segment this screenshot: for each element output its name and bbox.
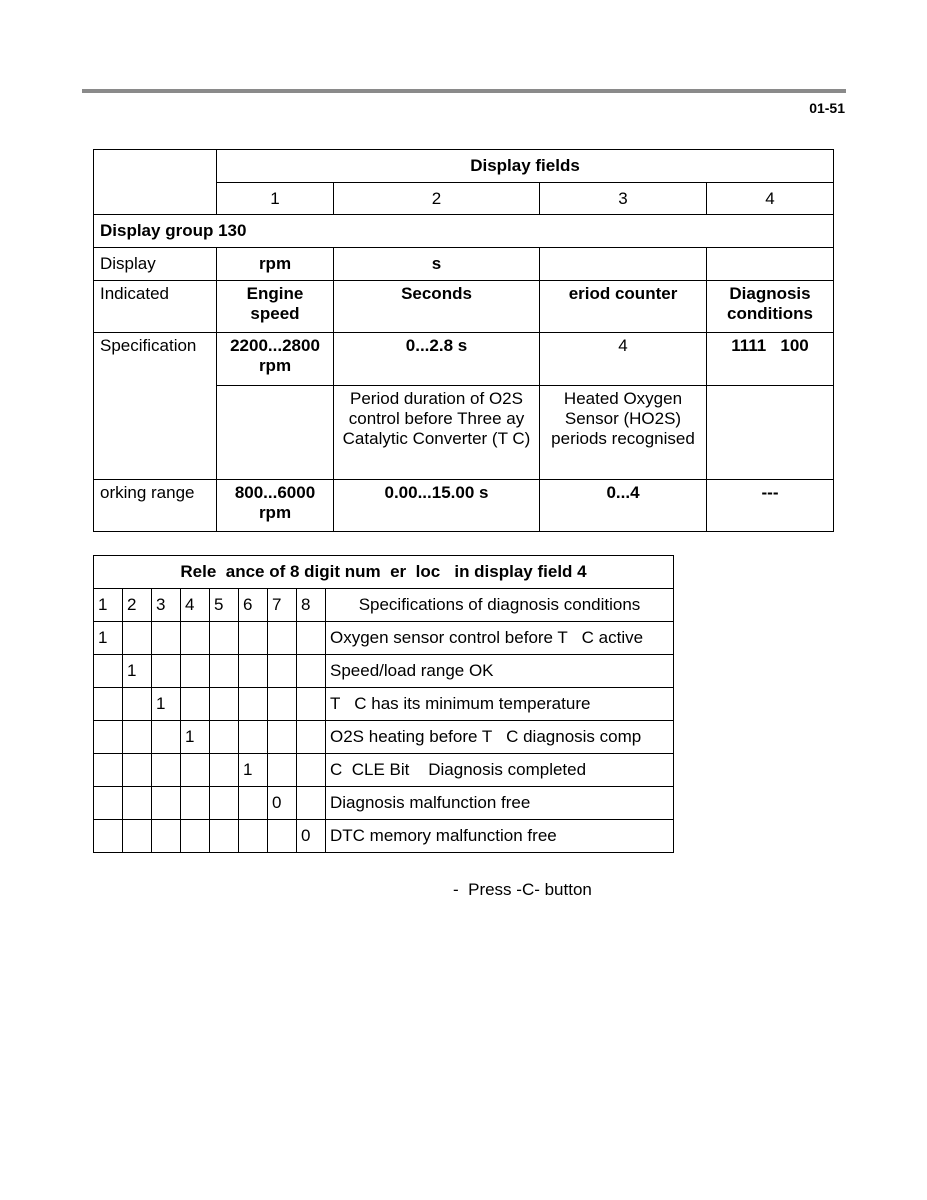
digit-cell (268, 622, 297, 655)
digit-cell (210, 655, 239, 688)
table-row (94, 721, 674, 754)
digit-cell (123, 787, 152, 820)
digit-cell (152, 655, 181, 688)
digit-cell (210, 787, 239, 820)
digit-cell (94, 688, 123, 721)
working-1: 800...6000 rpm (217, 480, 334, 532)
digit-cell (152, 820, 181, 853)
working-3: 0...4 (540, 480, 707, 532)
indicated-4: Diagnosis conditions (707, 281, 834, 333)
digit-cell (210, 820, 239, 853)
row-label: Display (94, 248, 217, 281)
field-number: 3 (540, 183, 707, 215)
indicated-1: Engine speed (217, 281, 334, 333)
indicated-3: eriod counter (540, 281, 707, 333)
row-label: orking range (94, 480, 217, 532)
row-label: Indicated (94, 281, 217, 333)
table-row (94, 655, 674, 688)
field-number: 2 (334, 183, 540, 215)
indicated-2: Seconds (334, 281, 540, 333)
spec-cell: DTC memory malfunction free (326, 820, 674, 853)
digit-cell (239, 721, 268, 754)
digit-header: 7 (268, 589, 297, 622)
digit-cell (268, 721, 297, 754)
digit-cell: 0 (268, 787, 297, 820)
page-number: 01-51 (809, 100, 845, 116)
spec-cell: C CLE Bit Diagnosis completed (326, 754, 674, 787)
table-row (94, 688, 674, 721)
digit-cell (181, 688, 210, 721)
digit-cell (297, 754, 326, 787)
corner-cell (94, 150, 217, 215)
digit-cell (268, 655, 297, 688)
digit-cell (239, 820, 268, 853)
table-row (94, 622, 674, 655)
spec-4: 1111 100 (707, 333, 834, 386)
digit-cell (152, 754, 181, 787)
group-title: Display group 130 (94, 215, 834, 248)
digit-table-title: Rele ance of 8 digit num er loc in display field 4 (94, 556, 674, 589)
digit-cell (181, 787, 210, 820)
digit-header: 6 (239, 589, 268, 622)
digit-cell: 0 (297, 820, 326, 853)
digit-cell (210, 622, 239, 655)
digit-cell (297, 688, 326, 721)
digit-cell (152, 787, 181, 820)
display-unit-4 (707, 248, 834, 281)
digit-header: 1 (94, 589, 123, 622)
digit-cell: 1 (94, 622, 123, 655)
digit-cell: 1 (123, 655, 152, 688)
note-3: Heated Oxygen Sensor (HO2S) periods recognised (540, 386, 707, 480)
digit-cell (268, 754, 297, 787)
digit-cell (123, 721, 152, 754)
digit-cell (239, 622, 268, 655)
digit-cell: 1 (152, 688, 181, 721)
digit-cell (123, 820, 152, 853)
display-fields-header: Display fields (217, 150, 834, 183)
display-group-table (93, 149, 834, 532)
digit-cell (210, 721, 239, 754)
digit-cell (297, 787, 326, 820)
digit-header-row (94, 589, 674, 622)
digit-cell (94, 820, 123, 853)
digit-header: 2 (123, 589, 152, 622)
digit-header: 8 (297, 589, 326, 622)
digit-header: 4 (181, 589, 210, 622)
digit-cell: 1 (239, 754, 268, 787)
table-row (94, 754, 674, 787)
header-rule (82, 89, 846, 93)
digit-cell (94, 754, 123, 787)
spec-cell: Speed/load range OK (326, 655, 674, 688)
digit-cell (210, 754, 239, 787)
digit-cell (239, 688, 268, 721)
digit-header: 3 (152, 589, 181, 622)
spec-cell: Diagnosis malfunction free (326, 787, 674, 820)
display-unit-2: s (334, 248, 540, 281)
working-4: --- (707, 480, 834, 532)
digit-cell (94, 655, 123, 688)
note-2: Period duration of O2S control before Three ay Catalytic Converter (T C) (334, 386, 540, 480)
field-number: 4 (707, 183, 834, 215)
spec-cell: O2S heating before T C diagnosis comp (326, 721, 674, 754)
digit-cell: 1 (181, 721, 210, 754)
spec-cell: T C has its minimum temperature (326, 688, 674, 721)
spec-header: Specifications of diagnosis conditions (326, 589, 674, 622)
row-label: Specification (94, 333, 217, 480)
spec-3: 4 (540, 333, 707, 386)
digit-cell (297, 622, 326, 655)
digit-cell (94, 787, 123, 820)
digit-cell (123, 754, 152, 787)
digit-cell (210, 688, 239, 721)
spec-2: 0...2.8 s (334, 333, 540, 386)
digit-cell (181, 655, 210, 688)
instruction-note: - Press -C- button (453, 880, 592, 899)
digit-cell (297, 655, 326, 688)
digit-cell (297, 721, 326, 754)
digit-cell (181, 754, 210, 787)
digit-cell (239, 787, 268, 820)
working-2: 0.00...15.00 s (334, 480, 540, 532)
digit-cell (123, 688, 152, 721)
digit-header: 5 (210, 589, 239, 622)
spec-cell: Oxygen sensor control before T C active (326, 622, 674, 655)
digit-cell (181, 622, 210, 655)
digit-cell (181, 820, 210, 853)
digit-block-table (93, 555, 674, 853)
note-4 (707, 386, 834, 480)
display-unit-3 (540, 248, 707, 281)
digit-cell (268, 688, 297, 721)
note-1 (217, 386, 334, 480)
digit-cell (152, 721, 181, 754)
digit-cell (152, 622, 181, 655)
table-row (94, 820, 674, 853)
digit-cell (123, 622, 152, 655)
field-number: 1 (217, 183, 334, 215)
digit-cell (239, 655, 268, 688)
digit-cell (94, 721, 123, 754)
display-unit-1: rpm (217, 248, 334, 281)
digit-cell (268, 820, 297, 853)
spec-1: 2200...2800 rpm (217, 333, 334, 386)
table-row (94, 787, 674, 820)
